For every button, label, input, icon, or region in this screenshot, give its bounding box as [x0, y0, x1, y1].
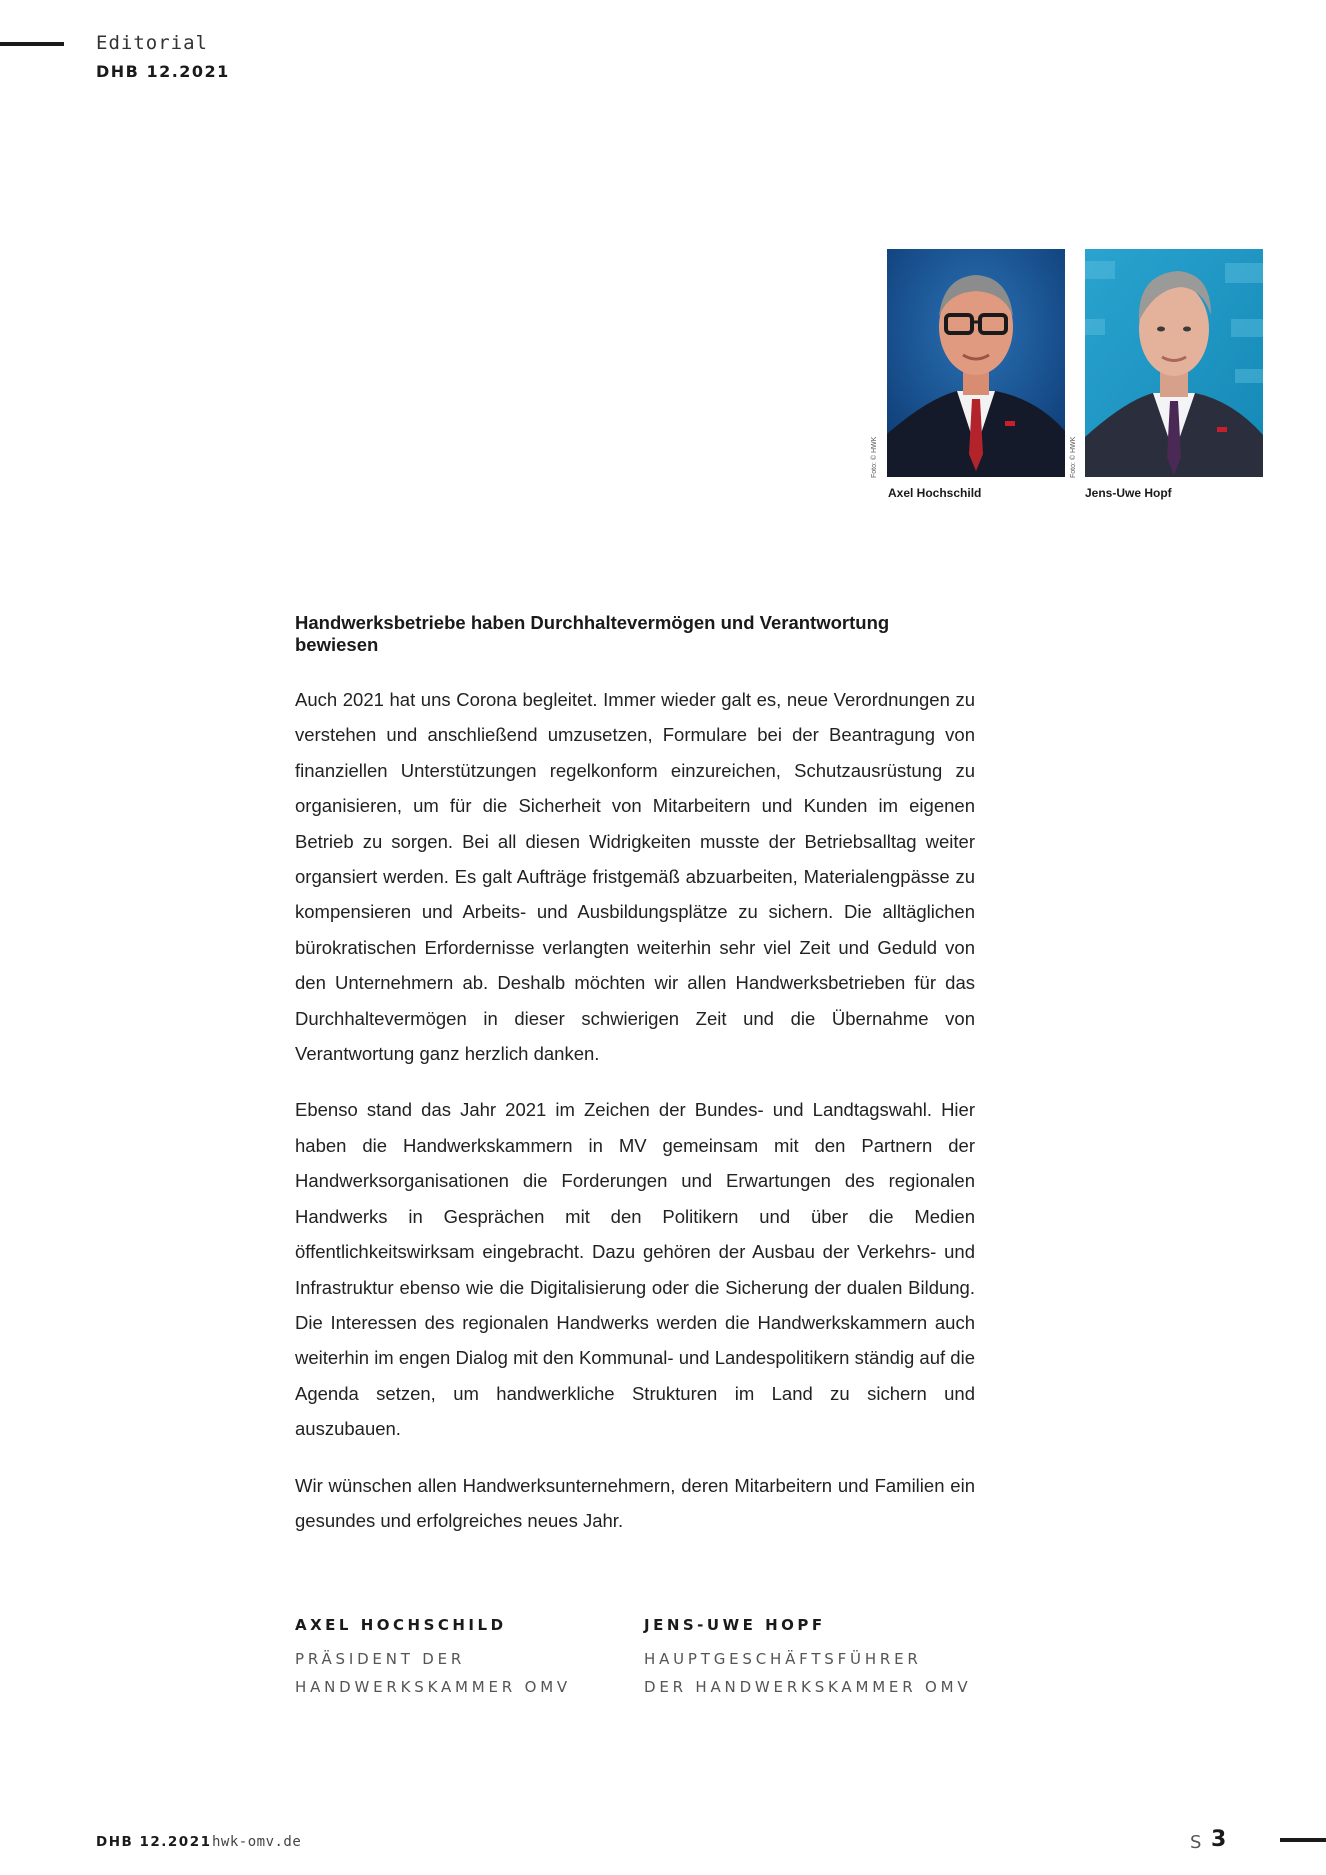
article-paragraph: Wir wünschen allen Handwerksunternehmern, deren Mitarbeitern und Familien ein gesundes und erfolgreiches neues Jahr. [295, 1474, 975, 1531]
bottom-rule [1280, 1838, 1326, 1842]
signature-block [295, 1616, 571, 1701]
editorial-article [295, 612, 975, 1559]
article-paragraph: Ebenso stand das Jahr 2021 im Zeichen der Bundes- und Landtagswahl. Hier haben die Handwerkskammern in MV gemeinsam mit den Partnern der Handwerksorganisationen die Forderungen und Erwartungen des regionalen Handwerks in Gesprächen mit den Politikern und über die Medien öffentlichkeitswirksam eingebracht. Dazu gehören der Ausbau der Verkehrs- und Infrastruktur ebenso wie die Digitalisierung oder die Sicherung der dualen Bildung. Die Interessen des regionalen Handwerks werden die Handwerkskammern auch weiterhin im engen Dialog mit den Kommunal- und Landespolitikern ständig auf die Agenda setzen, um handwerkliche Strukturen im Land zu sichern und auszubauen. [295, 1099, 975, 1440]
photo-credit: Foto: © HWK [871, 436, 878, 478]
portrait-axel-hochschild [887, 249, 1065, 477]
page-prefix: S [1190, 1832, 1202, 1853]
photo-credit: Foto: © HWK [1070, 436, 1077, 478]
signature-role: DER HANDWERKSKAMMER OMV [644, 1678, 972, 1696]
top-rule [0, 42, 64, 46]
signature-name: AXEL HOCHSCHILD [295, 1616, 507, 1634]
article-paragraph: Auch 2021 hat uns Corona begleitet. Immer wieder galt es, neue Verordnungen zu verstehen und anschließend umzusetzen, Formulare bei der Beantragung von finanziellen Unterstützungen regelkonform einzureichen, Schutzausrüstung zu organisieren, um für die Sicherheit von Mitarbeitern und Kunden im eigenen Betrieb zu sorgen. Bei all diesen Widrigkeiten musste der Betriebsalltag weiter organsiert werden. Es galt Aufträge fristgemäß abzuarbeiten, Materialengpässe zu kompensieren und Arbeits- und Ausbildungsplätze zu sichern. Die alltäglichen bürokratischen Erfordernisse verlangten weiterhin sehr viel Zeit und Geduld von den Unternehmern ab. Deshalb möchten wir allen Handwerksbetrieben für das Durchhaltevermögen in dieser schwierigen Zeit und die Übernahme von Verantwortung ganz herzlich danken. [295, 689, 975, 1065]
issue-label: DHB 12.2021 [96, 62, 230, 81]
page-number: 3 [1211, 1827, 1227, 1852]
signature-name: JENS-UWE HOPF [644, 1616, 826, 1634]
footer-issue: DHB 12.2021 [96, 1834, 212, 1850]
section-label: Editorial [96, 32, 208, 54]
footer-url[interactable]: hwk-omv.de [212, 1834, 302, 1850]
article-headline: Handwerksbetriebe haben Durchhaltevermögen und Verantwortung bewiesen [295, 612, 890, 655]
portrait-jens-uwe-hopf [1085, 249, 1263, 477]
photo-caption: Axel Hochschild [888, 486, 982, 500]
signature-role: PRÄSIDENT DER [295, 1650, 466, 1668]
signature-role: HANDWERKSKAMMER OMV [295, 1678, 571, 1696]
photo-caption: Jens-Uwe Hopf [1085, 486, 1172, 500]
signature-role: HAUPTGESCHÄFTSFÜHRER [644, 1650, 922, 1668]
signature-block [644, 1616, 971, 1701]
